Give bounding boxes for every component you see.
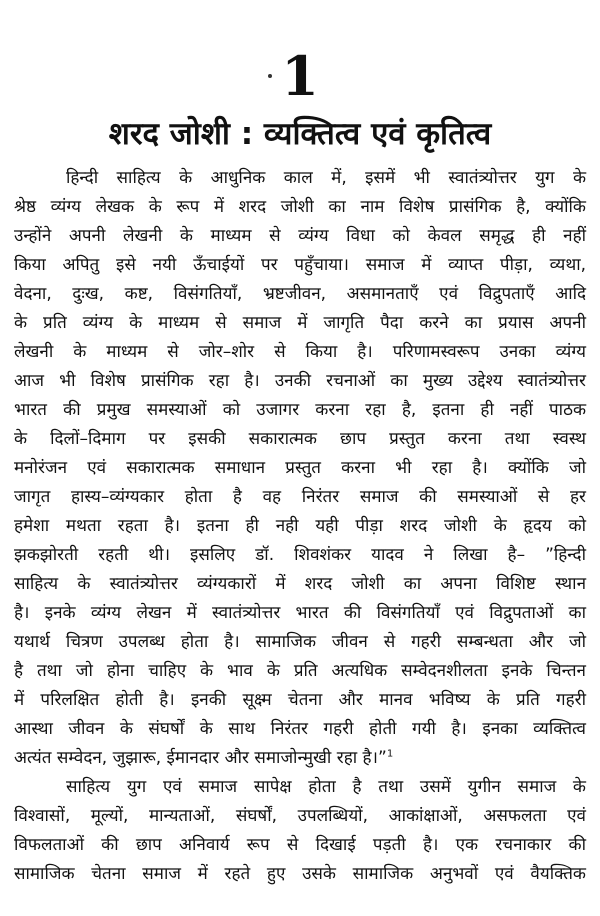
paragraph-1 [14, 164, 586, 773]
text-line: में परिलक्षित होती है। इनकी सूक्ष्म चेतना और मानव भविष्य के प्रति गहरी [14, 690, 586, 710]
text-line: विफलताओं की छाप अनिवार्य रूप से दिखाई पड़ती है। एक रचनाकार की [14, 835, 586, 855]
text-line: है। इनके व्यंग्य लेखन में स्वातंत्र्योत्तर भारत की विसंगतियाँ एवं विद्रुपताओं का [14, 603, 586, 623]
text-line: किया अपितु इसे नयी ऊँचाईयों पर पहुँचाया। समाज में व्याप्त पीड़ा, व्यथा, [14, 255, 586, 275]
text-line: उन्होंने अपनी लेखनी के माध्यम से व्यंग्य विधा को केवल समृद्ध ही नहीं [14, 226, 586, 246]
text-line: है तथा जो होना चाहिए के भाव के प्रति अत्यधिक सम्वेदनशीलता इनके चिन्तन [14, 661, 586, 681]
text-line: भारत की प्रमुख समस्याओं को उजागर करना रहा है, इतना ही नहीं पाठक [14, 400, 586, 420]
text-line: के प्रति व्यंग्य के माध्यम से समाज में जागृति पैदा करने का प्रयास अपनी [14, 313, 586, 333]
body-text [14, 164, 586, 889]
paragraph-2 [14, 773, 586, 889]
text-line: हिन्दी साहित्य के आधुनिक काल में, इसमें भी स्वातंत्र्योत्तर युग के [66, 168, 586, 188]
text-line: वेदना, दुःख, कष्ट, विसंगतियाँ, भ्रष्टजीवन, असमानताएँ एवं विद्रुपताएँ आदि [14, 284, 586, 304]
text-line: के दिलों–दिमाग पर इसकी सकारात्मक छाप प्रस्तुत करना तथा स्वस्थ [14, 429, 586, 449]
text-line: श्रेष्ठ व्यंग्य लेखक के रूप में शरद जोशी का नाम विशेष प्रासंगिक है, क्योंकि [14, 197, 586, 217]
text-line: लेखनी के माध्यम से जोर–शोर से किया है। परिणामस्वरूप उनका व्यंग्य [14, 342, 586, 362]
footnote-reference[interactable]: 1 [386, 748, 394, 760]
text-line: विश्वासों, मूल्यों, मान्यताओं, संघर्षों, उपलब्धियों, आकांक्षाओं, असफलता एवं [14, 806, 586, 826]
text-line: मनोरंजन एवं सकारात्मक समाधान प्रस्तुत करना भी रहा है। क्योंकि जो [14, 458, 586, 478]
text-line-last [14, 744, 586, 773]
chapter-number: 1 [281, 44, 319, 108]
text-line: सामाजिक चेतना समाज में रहते हुए उसके सामाजिक अनुभवों एवं वैयक्तिक [14, 864, 586, 884]
last-line-text: अत्यंत सम्वेदन, जुझारू, ईमानदार और समाजोन्मुखी रहा है।” [14, 748, 387, 768]
text-line: आस्था जीवन के संघर्षों के साथ निरंतर गहरी होती गयी है। इनका व्यक्तित्व [14, 719, 586, 739]
text-line: हमेशा मथता रहता है। इतना ही नही यही पीड़ा शरद जोशी के हृदय को [14, 516, 586, 536]
text-line: आज भी विशेष प्रासंगिक रहा है। उनकी रचनाओं का मुख्य उद्देश्य स्वातंत्र्योत्तर [14, 371, 586, 391]
text-line: झकझोरती रहती थी। इसलिए डॉ. शिवशंकर यादव ने लिखा है– ”हिन्दी [14, 545, 586, 565]
text-line: साहित्य के स्वातंत्र्योत्तर व्यंग्यकारों में शरद जोशी का अपना विशिष्ट स्थान [14, 574, 586, 594]
text-line: यथार्थ चित्रण उपलब्ध होता है। सामाजिक जीवन से गहरी सम्बन्धता और जो [14, 632, 586, 652]
chapter-title: शरद जोशी : व्यक्तित्व एवं कृतित्व [108, 116, 492, 152]
text-line: जागृत हास्य–व्यंग्यकार होता है वह निरंतर समाज की समस्याओं से हर [14, 487, 586, 507]
text-line: साहित्य युग एवं समाज सापेक्ष होता है तथा उसमें युगीन समाज के [66, 777, 586, 797]
